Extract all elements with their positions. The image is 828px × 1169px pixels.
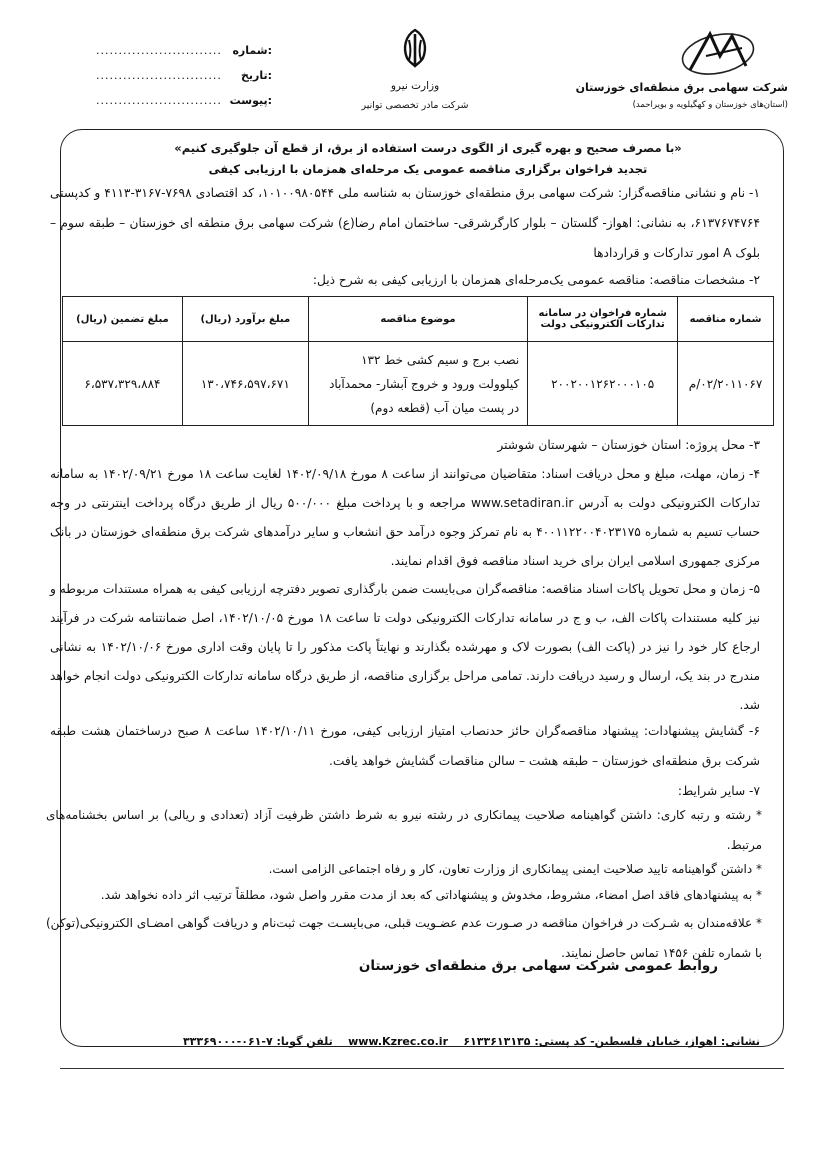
footer-contact xyxy=(140,1035,760,1048)
section-6: ۶- گشایش پیشنهادات: پیشنهاد مناقصه‌گران حائز حدنصاب امتیاز ارزیابی کیفی، مورخ ۱۴۰۲/۱۰/۱۱ ساعت ۸ صبح درساختمان هشت طبقه شرکت برق منطقه‌ای خوزستان – طبقه هشت – سالن مناقصات گشایش خواهد یافت. xyxy=(50,724,760,768)
ref-date-label: :تاریخ xyxy=(240,69,272,82)
footer-phone: تلفن گویا: ۷-۰۶۱-۳۳۳۶۹۰۰۰ xyxy=(182,1035,333,1048)
footer-website-link[interactable]: www.Kzrec.co.ir xyxy=(348,1035,449,1048)
table-header: مبلغ برآورد (ریال) xyxy=(182,297,308,342)
footer-divider xyxy=(60,1068,784,1069)
section-4: ۴- زمان، مهلت، مبلغ و محل دریافت اسناد: متقاضیان می‌توانند از ساعت ۸ مورخ ۱۴۰۲/۰۹/۱۸ لغایت ساعت ۱۸ مورخ ۱۴۰۲/۰۹/۲۱ به سامانه تدارکات الکترونیکی دولت به آدرس www.setadiran.ir مراجعه و با پرداخت مبلغ ۵۰۰/۰۰۰ ریال از طریق درگاه پرداخت اینترنتی در وجه حساب تسیم به شماره ۴۰۰۱۱۲۲۰۰۴۰۲۳۱۷۵ به نام تمرکز وجوه درآمد حق انشعاب و سایر درآمدهای شرکت برق منطقه‌ای خوزستان در بانک مرکزی جمهوری اسلامی ایران برای خرید اسناد مناقصه فوق اقدام نمایند. xyxy=(50,467,761,568)
section-2: ۲- مشخصات مناقصه: مناقصه عمومی یک‌مرحله‌ای همزمان با ارزیابی کیفی به شرح ذیل: xyxy=(312,273,760,287)
table-header: شماره فراخوان در سامانه تدارکات الکترونیکی دولت xyxy=(528,297,678,342)
condition-bullet: * رشته و رتبه کاری: داشتن گواهینامه صلاحیت پیمانکاری در رشته نیرو به شرط داشتن ظرفیت آزاد (تعدادی و ریالی) بر اساس بخشنامه‌های مرتبط. xyxy=(46,808,762,852)
ministry-name: وزارت نیرو xyxy=(390,80,440,92)
condition-bullet: * علاقه‌مندان به شـرکت در فراخوان مناقصه در صـورت عدم عضـویت قبلی، می‌بایسـت جهت ثبت‌نام و دریافت گواهی امضـای الکترونیکی(توکن) با شماره تلفن ۱۴۵۶ تماس حاصل نمایند. xyxy=(46,916,762,960)
ref-date-row xyxy=(96,69,272,94)
tender-number: ۰۲/۲۰۱۱۰۶۷/م xyxy=(678,342,774,426)
table-header-row xyxy=(63,297,774,342)
company-subtitle: (استان‌های خوزستان و کهگیلویه و بویراحمد) xyxy=(632,100,788,110)
table-header: موضوع مناقصه xyxy=(308,297,527,342)
ref-number-row xyxy=(96,44,272,69)
tender-subject: نصب برج و سیم کشی خط ۱۳۲ کیلوولت ورود و خروج آبشار- محمدآباد در پست میان آب (قطعه دوم) xyxy=(308,342,527,426)
ref-date-dots: ............................ xyxy=(96,69,222,82)
iran-emblem-icon xyxy=(395,26,435,70)
estimated-amount: ۱۳۰،۷۴۶،۵۹۷،۶۷۱ xyxy=(182,342,308,426)
slogan: «با مصرف صحیح و بهره گیری از الگوی درست استفاده از برق، از قطع آن جلوگیری کنیم» xyxy=(174,141,682,155)
ref-attach-label: :پیوست xyxy=(229,94,272,107)
ref-number-dots: ............................ xyxy=(96,44,222,57)
condition-bullet: * به پیشنهادهای فاقد اصل امضاء، مشروط، مخدوش و پیشنهاداتی که بعد از مدت مقرر واصل شود، مطلقاً ترتیب اثر داده نخواهد شد. xyxy=(100,888,762,902)
table-row xyxy=(63,342,774,426)
reference-fields xyxy=(96,44,272,119)
section-7: ۷- سایر شرایط: xyxy=(677,784,760,798)
ref-attach-row xyxy=(96,94,272,119)
public-relations-signature: روابط عمومی شرکت سهامی برق منطقه‌ای خوزستان xyxy=(358,958,718,974)
tender-table xyxy=(62,296,774,426)
call-number: ۲۰۰۲۰۰۱۲۶۲۰۰۰۱۰۵ xyxy=(528,342,678,426)
ministry-subtitle: شرکت مادر تخصصی توانیر xyxy=(361,100,469,111)
company-name: شرکت سهامی برق منطقه‌ای خوزستان xyxy=(575,81,788,94)
ministry-block xyxy=(340,26,490,111)
ref-number-label: :شماره xyxy=(232,44,272,57)
footer-address: نشانی: اهواز، خیابان فلسطین- کد پستی: ۶۱۳۳۶۱۳۱۳۵ xyxy=(463,1035,760,1048)
table-header: شماره مناقصه xyxy=(678,297,774,342)
condition-bullet: * داشتن گواهینامه تایید صلاحیت ایمنی پیمانکاری از وزارت تعاون، کار و رفاه اجتماعی الزامی است. xyxy=(268,862,762,876)
notice-title: تجدید فراخوان برگزاری مناقصه عمومی یک مرحله‌ای همزمان با ارزیابی کیفی xyxy=(208,162,648,176)
guarantee-amount: ۶،۵۳۷،۳۲۹،۸۸۴ xyxy=(63,342,183,426)
letter-header xyxy=(0,0,828,130)
table-header: مبلغ تضمین (ریال) xyxy=(63,297,183,342)
section-5: ۵- زمان و محل تحویل پاکات اسناد مناقصه: مناقصه‌گران می‌بایست ضمن بارگذاری تصویر دفترچه ارزیابی کیفی به همراه مستندات مربوطه و نیز کلیه مستندات پاکات الف، ب و ج در سامانه تدارکات الکترونیکی دولت تا ساعت ۱۸ مورخ ۱۴۰۲/۱۰/۰۵، اصل ضمانتنامه شرکت در فرآیند ارجاع کار خود را نیز در (پاکت الف) بصورت لاک و مهرشده بگذارند و نهایتاً پاکت مذکور را تا پایان وقت اداری مورخ ۱۴۰۲/۱۰/۰۶ به نشانی مندرج در بند یک، ارسال و رسید دریافت دارند. تمامی مراحل برگزاری مناقصه، از طریق درگاه سامانه تدارکات الکترونیکی دولت انجام خواهد شد. xyxy=(50,582,761,712)
section-3: ۳- محل پروژه: استان خوزستان – شهرستان شوشتر xyxy=(497,438,760,452)
company-logo-icon xyxy=(676,26,760,86)
ref-attach-dots: ............................ xyxy=(96,94,222,107)
section-1: ۱- نام و نشانی مناقصه‌گزار: شرکت سهامی برق منطقه‌ای خوزستان به شناسه ملی ۱۰۱۰۰۹۸۰۵۴۴، کد اقتصادی ۷۶۹۸-۳۱۶۷-۴۱۱۳ و کدپستی ۶۱۳۷۶۷۴۷۶۴، به نشانی: اهواز- گلستان – بلوار کارگرشرقی- ساختمان امام رضا(ع) شرکت سهامی برق منطقه ای خوزستان – طبقه سوم – بلوک A امور تدارکات و قراردادها xyxy=(50,186,760,260)
